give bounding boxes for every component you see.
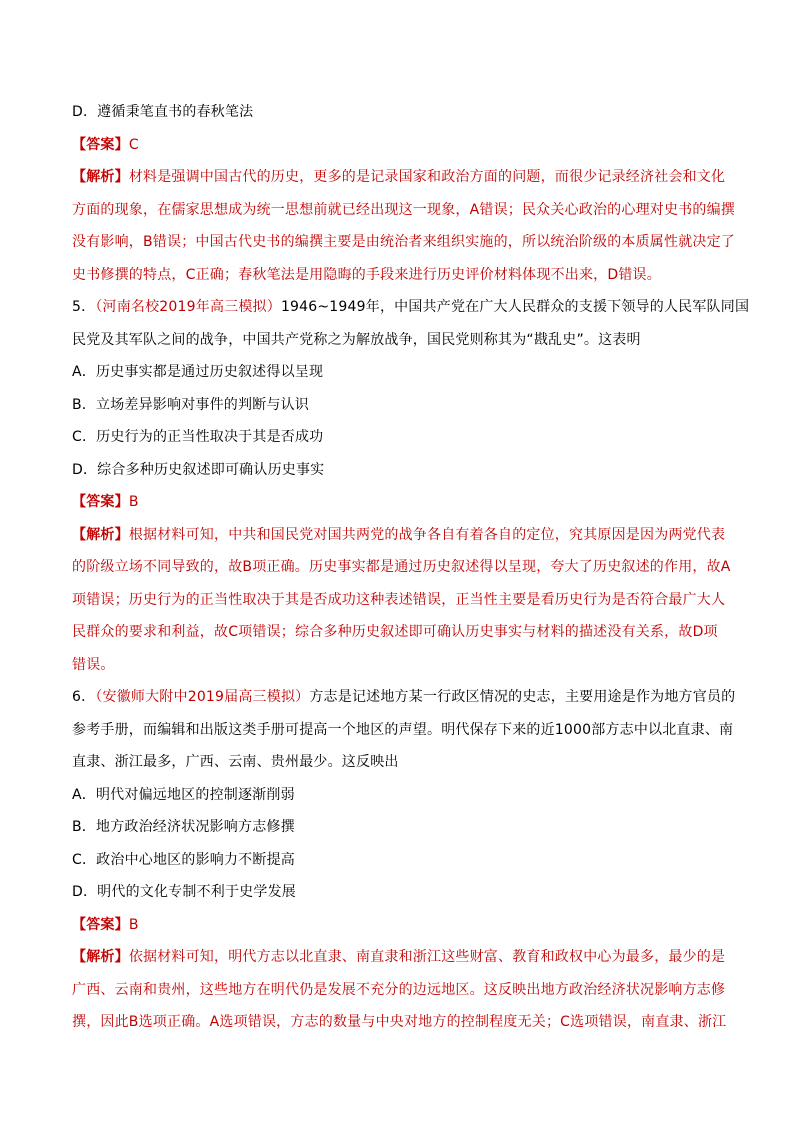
analysis-text: 依据材料可知，明代方志以北直隶、南直隶和浙江这些财富、教育和政权中心为最多，最少的是 — [128, 949, 726, 965]
q6-stem-line: 参考手册，而编辑和出版这类手册可提高一个地区的声望。明代保存下来的近1000部方志中以北直隶、南 — [72, 721, 734, 738]
analysis-text: 材料是强调中国古代的历史，更多的是记录国家和政治方面的问题，而很少记录经济社会和文化 — [128, 169, 726, 185]
q5-option-b: B．立场差异影响对事件的判断与认识 — [72, 396, 310, 413]
analysis-tag: 【解析】 — [72, 526, 129, 543]
q6-option-b: B．地方政治经济状况影响方志修撰 — [72, 819, 295, 835]
q4-analysis-line — [72, 161, 724, 194]
document-page — [72, 96, 750, 1039]
question-stem: 方志是记述地方某一行政区情况的史志，主要用途是作为地方官员的 — [309, 689, 736, 705]
answer-tag: 【答案】 — [72, 494, 129, 510]
q6-option-a: A．明代对偏远地区的控制逐渐削弱 — [72, 786, 295, 803]
q6-analysis-line — [72, 941, 724, 974]
question-number: 6． — [72, 689, 96, 705]
q5-stem-line: 民党及其军队之间的战争，中国共产党称之为解放战争，国民党则称其为“戡乱史”。这表明 — [72, 331, 641, 348]
question-source: （安徽师大附中2019届高三模拟） — [95, 689, 310, 705]
analysis-tag: 【解析】 — [72, 169, 129, 185]
q5-option-c: C．历史行为的正当性取决于其是否成功 — [72, 429, 324, 445]
answer-tag: 【答案】 — [72, 136, 129, 153]
question-number: 5． — [72, 299, 96, 315]
q5-analysis-line: 的阶级立场不同导致的，故B项正确。历史事实都是通过历史叙述得以呈现，夸大了历史叙述的作用，故A — [72, 559, 731, 575]
question-source: （河南名校2019年高三模拟） — [95, 299, 281, 315]
q6-answer — [72, 909, 724, 942]
q6-analysis-line: 撰，因此B选项正确。A选项错误，方志的数量与中央对地方的控制程度无关；C选项错误，南直隶、浙江 — [72, 1014, 727, 1030]
analysis-tag: 【解析】 — [72, 949, 129, 965]
analysis-text: 根据材料可知，中共和国民党对国共两党的战争各自有着各自的定位，究其原因是因为两党代表 — [128, 526, 726, 543]
answer-value: B — [128, 494, 139, 510]
q4-analysis-line: 没有影响，B错误；中国古代史书的编撰主要是由统治者来组织实施的，所以统治阶级的本质属性就决定了 — [72, 234, 736, 250]
answer-value: C — [128, 136, 139, 153]
q5-option-d: D．综合多种历史叙述即可确认历史事实 — [72, 461, 325, 478]
q5-analysis-line: 项错误；历史行为的正当性取决于其是否成功这种表述错误，正当性主要是看历史行为是否符合最广大人 — [72, 591, 726, 608]
q5-analysis-line: 民群众的要求和利益，故C项错误；综合多种历史叙述即可确认历史事实与材料的描述没有关系，故D项 — [72, 624, 718, 640]
q4-option-d: D．遵循秉笔直书的春秋笔法 — [72, 104, 254, 120]
q4-answer — [72, 129, 724, 162]
answer-value: B — [128, 916, 139, 933]
answer-tag: 【答案】 — [72, 916, 129, 933]
q5-analysis-line — [72, 519, 724, 552]
q4-analysis-line: 方面的现象，在儒家思想成为统一思想前就已经出现这一现象，A错误；民众关心政治的心理对史书的编撰 — [72, 201, 735, 218]
q6-analysis-line: 广西、云南和贵州，这些地方在明代仍是发展不充分的边远地区。这反映出地方政治经济状况影响方志修 — [72, 981, 726, 998]
q6-option-c: C．政治中心地区的影响力不断提高 — [72, 851, 295, 868]
q4-analysis-line: 史书修撰的特点，C正确；春秋笔法是用隐晦的手段来进行历史评价材料体现不出来，D错误。 — [72, 266, 661, 283]
q6-stem-line: 直隶、浙江最多，广西、云南、贵州最少。这反映出 — [72, 754, 399, 770]
q5-option-a: A．历史事实都是通过历史叙述得以呈现 — [72, 364, 324, 380]
question-stem: 1946~1949年，中国共产党在广大人民群众的支援下领导的人民军队同国 — [280, 299, 750, 315]
q5-analysis-line: 错误。 — [72, 656, 115, 673]
q5-answer — [72, 486, 724, 519]
q5-stem-line — [72, 291, 750, 324]
q6-option-d: D．明代的文化专制不利于史学发展 — [72, 884, 296, 900]
q6-stem-line — [72, 681, 736, 714]
